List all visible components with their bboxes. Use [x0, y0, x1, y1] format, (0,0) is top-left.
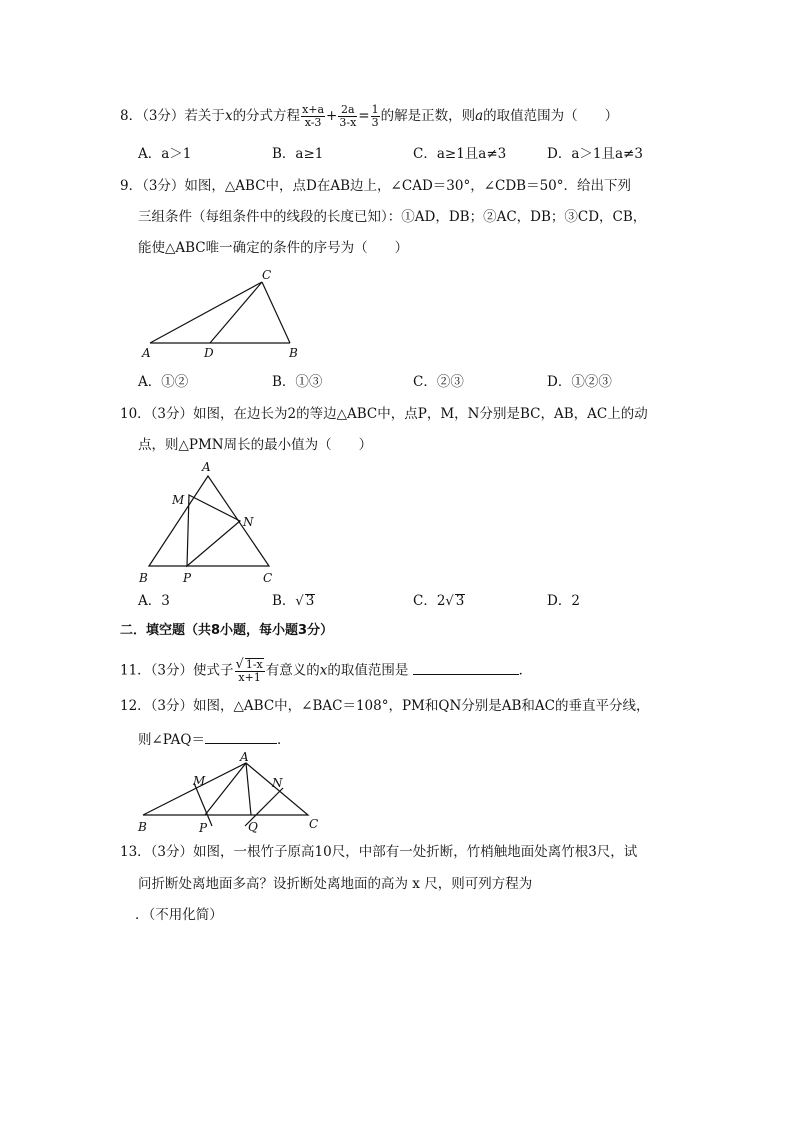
q8-option-b[interactable]: B．a≥1 [272, 146, 324, 162]
q9-label-d: D [204, 346, 214, 360]
question-10-line-1: 10．（3分）如图，在边长为2的等边△ABC中，点P，M，N分别是BC，AB，AC上的动 [120, 406, 648, 422]
q10-label-p: P [183, 571, 192, 585]
question-12-line-2: 则∠PAQ＝ ． [138, 729, 290, 749]
q10-label-b: B [139, 571, 148, 585]
question-11-stem: 11．（3分）使式子 $\frac{√ 1-x}{x+1}$ 有意义的x的取值范围是 ． [120, 657, 533, 684]
q10-option-a[interactable]: A．3 [138, 593, 170, 609]
q10-option-d[interactable]: D．2 [547, 593, 580, 609]
q12-label-b: B [138, 820, 147, 834]
question-13-line-3: ．（不用化简） [135, 907, 223, 923]
q10-option-b[interactable]: B．√ 3 [272, 593, 315, 609]
question-10-line-2: 点，则△PMN周长的最小值为（ ） [138, 437, 373, 453]
question-9-line-1: 9．（3分）如图，△ABC中，点D在AB边上，∠CAD＝30°，∠CDB＝50°．给出下列 [120, 178, 632, 194]
q10-option-c[interactable]: C．2√ 3 [413, 593, 465, 609]
question-8-stem: 8．（3分）若关于x的分式方程 $\frac{x+a}{x-3}$ + $\frac{2a}{3-x}$ = $\frac{1}{3}$ 的解是正数，则a的取值范围为（ ） [120, 103, 619, 129]
question-13-line-1: 13．（3分）如图，一根竹子原高10尺，中部有一处折断，竹梢触地面处离竹根3尺，试 [120, 844, 638, 860]
q10-figure [138, 460, 272, 585]
q9-option-b[interactable]: B．①③ [272, 374, 323, 390]
q12-label-a: A [240, 750, 249, 764]
section-heading: 二．填空题（共8小题，每小题3分） [120, 623, 334, 638]
fraction-1: $\frac{x+a}{x-3}$ [302, 103, 325, 129]
radical-fraction: $\frac{√ 1-x}{x+1}$ [235, 657, 263, 684]
q12-label-m: M [193, 774, 206, 788]
question-9-line-3: 能使△ABC唯一确定的条件的序号为（ ） [138, 240, 409, 256]
q9-option-d[interactable]: D．①②③ [547, 374, 612, 390]
question-9-line-2: 三组条件（每组条件中的线段的长度已知）：①AD，DB；②AC，DB；③CD，CB， [138, 209, 647, 225]
q12-label-c: C [309, 817, 319, 831]
q12-figure [137, 750, 318, 835]
q9-label-c: C [262, 268, 272, 282]
q10-label-a: A [202, 460, 211, 474]
q9-option-c[interactable]: C．②③ [413, 374, 464, 390]
q9-option-a[interactable]: A．①② [138, 374, 189, 390]
radical-sign: √ [445, 594, 454, 609]
q9-label-b: B [289, 346, 298, 360]
q12-label-p: P [199, 821, 208, 835]
q8-option-c[interactable]: C．a≥1且a≠3 [413, 146, 507, 162]
answer-blank[interactable] [205, 729, 277, 744]
q9-label-a: A [142, 346, 151, 360]
answer-blank[interactable] [413, 660, 519, 675]
q12-label-n: N [272, 776, 283, 790]
q8-option-d[interactable]: D．a＞1且a≠3 [547, 146, 643, 162]
radical-sign: √ [295, 594, 304, 609]
q8-option-a[interactable]: A．a＞1 [138, 146, 192, 162]
q9-figure [141, 268, 298, 360]
question-12-line-1: 12．（3分）如图，△ABC中，∠BAC＝108°，PM和QN分别是AB和AC的垂直平分线， [120, 698, 650, 714]
q12-label-q: Q [248, 820, 258, 834]
q10-label-c: C [263, 571, 273, 585]
fraction-3: $\frac{1}{3}$ [371, 103, 379, 129]
q10-label-n: N [243, 515, 254, 529]
q10-label-m: M [172, 493, 185, 507]
fraction-2: $\frac{2a}{3-x}$ [339, 103, 357, 129]
question-13-line-2: 问折断处离地面多高？设折断处离地面的高为 x 尺，则可列方程为 [138, 876, 533, 892]
